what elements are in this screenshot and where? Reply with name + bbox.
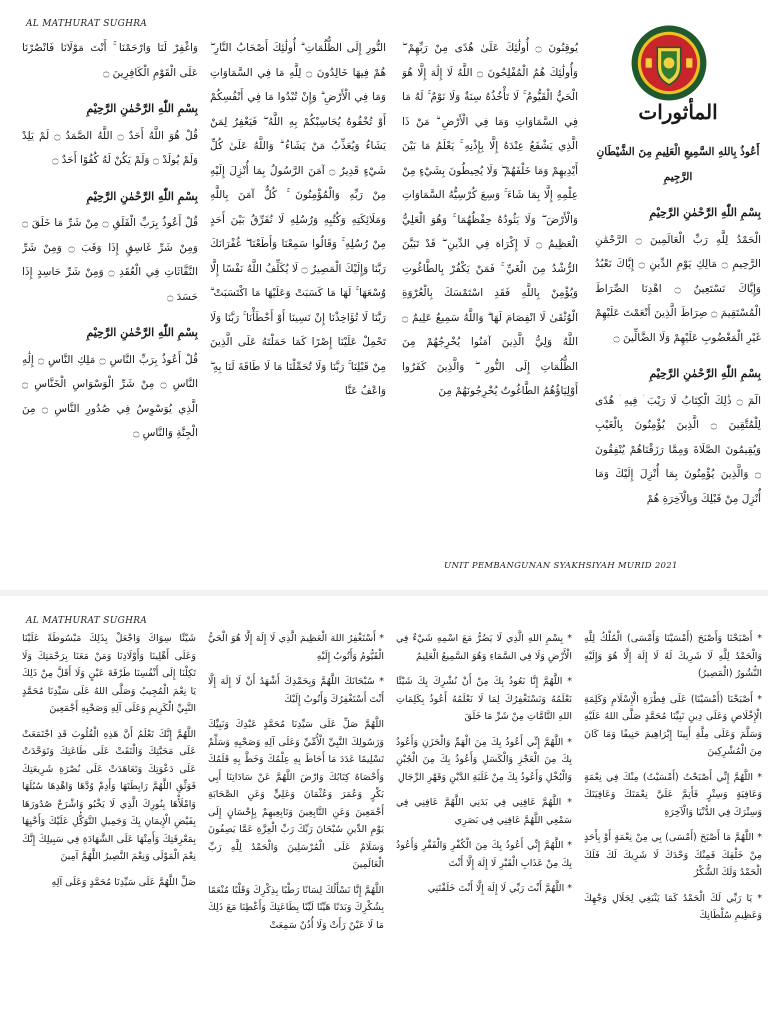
surah-nas-text: قُلْ أَعُوذُ بِرَبِّ النَّاسِ ۝ مَلِكِ النَّاسِ ۝ إِلَٰهِ النَّاسِ ۝ مِنْ شَرِّ الْوَسْوَاسِ الْخَنَّاسِ ۝ الَّذِي يُوَسْوِسُ فِي صُدُورِ النَّاسِ ۝ مِنَ الْجِنَّةِ وَالنَّاسِ ۝ [22, 353, 198, 439]
column-left [22, 36, 198, 551]
school-crest-logo [630, 24, 708, 102]
bismillah-heading: بِسْمِ اللّٰهِ الرَّحْمٰنِ الرَّحِيْمِ [86, 189, 198, 203]
dua-text: * أَصْبَحْنَا (أَمْسَيْنَا) عَلَى فِطْرَةِ الْإِسْلَامِ وَكَلِمَةِ الْإِخْلَاصِ وَعَلَى دِينِ نَبِيِّنَا مُحَمَّدٍ صَلَّى اللهُ عَلَيْهِ وَسَلَّمَ وَعَلَى مِلَّةِ أَبِينَا إِبْرَاهِيمَ حَنِيفًا وَمَا كَانَ مِنَ الْمُشْرِكِينَ [584, 693, 762, 757]
surah-fatihah-text: الْحَمْدُ لِلَّهِ رَبِّ الْعَالَمِينَ ۝ الرَّحْمَٰنِ الرَّحِيمِ ۝ مَالِكِ يَوْمِ الدِّينِ ۝ إِيَّاكَ نَعْبُدُ وَإِيَّاكَ نَسْتَعِينُ ۝ اهْدِنَا الصِّرَاطَ الْمُسْتَقِيمَ ۝ صِرَاطَ الَّذِينَ أَنْعَمْتَ عَلَيْهِمْ غَيْرِ الْمَغْضُوبِ عَلَيْهِمْ وَلَا الضَّالِّينَ ۝ [595, 233, 761, 344]
baqarah-final-verse: وَاغْفِرْ لَنَا وَارْحَمْنَا ۚ أَنْتَ مَوْلَانَا فَانْصُرْنَا عَلَى الْقَوْمِ الْكَافِرِينَ ۝ [22, 42, 198, 79]
booklet-page-2 [0, 596, 768, 1024]
dua-text: * اللَّهُمَّ عَافِنِي فِي بَدَنِي اللَّهُمَّ عَافِنِي فِي سَمْعِي اللَّهُمَّ عَافِنِي فِي بَصَرِي [396, 797, 572, 826]
surah-ikhlas-text: قُلْ هُوَ اللَّهُ أَحَدٌ ۝ اللَّهُ الصَّمَدُ ۝ لَمْ يَلِدْ وَلَمْ يُولَدْ ۝ وَلَمْ يَكُنْ لَهُ كُفُوًا أَحَدٌ ۝ [22, 129, 198, 166]
bismillah-heading: بِسْمِ اللّٰهِ الرَّحْمٰنِ الرَّحِيْمِ [86, 102, 198, 115]
column-middle-left [210, 36, 386, 551]
page-header: AL MATHURAT SUGHRA [26, 616, 148, 626]
bismillah-heading: بِسْمِ اللّٰهِ الرَّحْمٰنِ الرَّحِيْمِ [649, 367, 761, 380]
dua-text: * اللَّهُمَّ أَنْتَ رَبِّي لَا إِلَهَ إِلَّا أَنْتَ خَلَقْتَنِي [427, 883, 572, 894]
bismillah-heading: بِسْمِ اللّٰهِ الرَّحْمٰنِ الرَّحِيْمِ [86, 326, 198, 339]
dua-text: * اللَّهُمَّ إِنِّي أَعُوذُ بِكَ مِنَ الْهَمِّ وَالْحَزَنِ وَأَعُوذُ بِكَ مِنَ الْعَجْزِ وَالْكَسَلِ وَأَعُوذُ بِكَ مِنَ الْجُبْنِ وَالْبُخْلِ وَأَعُوذُ بِكَ مِنْ غَلَبَةِ الدَّيْنِ وَقَهْرِ الرِّجَالِ [396, 736, 572, 783]
dua-text: اللَّهُمَّ إِنَّا نَسْأَلُكَ لِسَانًا رَطْبًا بِذِكْرِكَ وَقَلْبًا مُنْعَمًا بِشُكْرِكَ وَبَدَنًا هَيِّنًا لَيِّنًا بِطَاعَتِكَ وَأَعْطِنَا مَعَ ذَلِكَ مَا لَا عَيْنٌ رَأَتْ وَلَا أُذُنٌ سَمِعَتْ [208, 884, 384, 931]
dua-text: * اللَّهُمَّ إِنِّي أَصْبَحْتُ (أَمْسَيْتُ) مِنْكَ فِي نِعْمَةٍ وَعَافِيَةٍ وَسِتْرٍ فَأَتِمَّ عَلَيَّ نِعْمَتَكَ وَعَافِيَتَكَ وَسِتْرَكَ فِي الدُّنْيَا وَالْآخِرَةِ [584, 771, 762, 818]
dua-text: * اللَّهُمَّ إِنَّا نَعُوذُ بِكَ مِنْ أَنْ نُشْرِكَ بِكَ شَيْئًا نَعْلَمُهُ وَنَسْتَغْفِرُكَ لِمَا لَا نَعْلَمُهُ أَعُوذُ بِكَلِمَاتِ اللهِ التَّامَّاتِ مِنْ شَرِّ مَا خَلَقَ [396, 676, 572, 722]
dua-text: اللَّهُمَّ إِنَّكَ تَعْلَمُ أَنَّ هَذِهِ الْقُلُوبَ قَدِ اجْتَمَعَتْ عَلَى مَحَبَّتِكَ وَالْتَقَتْ عَلَى طَاعَتِكَ وَتَوَحَّدَتْ عَلَى دَعْوَتِكَ وَتَعَاهَدَتْ عَلَى نُصْرَةِ شَرِيعَتِكَ فَوَثِّقِ اللَّهُمَّ رَابِطَتَهَا وَأَدِمْ وُدَّهَا وَاهْدِهَا سُبُلَهَا وَامْلَأْهَا بِنُورِكَ الَّذِي لَا يَخْبُو وَاشْرَحْ صُدُورَهَا بِفَيْضِ الْإِيمَانِ بِكَ وَجَمِيلِ التَّوَكُّلِ عَلَيْكَ وَأَحْيِهَا بِمَعْرِفَتِكَ وَأَمِتْهَا عَلَى الشَّهَادَةِ فِي سَبِيلِكَ إِنَّكَ نِعْمَ الْمَوْلَى وَنِعْمَ النَّصِيرُ اللَّهُمَّ آمِينَ [22, 728, 196, 862]
dua-text: * يَا رَبِّي لَكَ الْحَمْدُ كَمَا يَنْبَغِي لِجَلَالِ وَجْهِكَ وَعَظِيمِ سُلْطَانِكَ [584, 892, 762, 921]
dua-text: * أَسْتَغْفِرُ اللهَ الْعَظِيمَ الَّذِي لَا إِلَهَ إِلَّا هُوَ الْحَيُّ الْقَيُّومُ وَأَتُوبُ إِلَيْهِ [208, 633, 384, 662]
baqarah-closing-text: النُّورِ إِلَى الظُّلُمَاتِ ۗ أُولَٰئِكَ أَصْحَابُ النَّارِ ۖ هُمْ فِيهَا خَالِدُونَ ۝ لِلَّهِ مَا فِي السَّمَاوَاتِ وَمَا فِي الْأَرْضِ ۗ وَإِنْ تُبْدُوا مَا فِي أَنْفُسِكُمْ أَوْ تُخْفُوهُ يُحَاسِبْكُمْ بِهِ اللَّهُ ۖ فَيَغْفِرُ لِمَنْ يَشَاءُ وَيُعَذِّبُ مَنْ يَشَاءُ ۗ وَاللَّهُ عَلَىٰ كُلِّ شَيْءٍ قَدِيرٌ ۝ آمَنَ الرَّسُولُ بِمَا أُنْزِلَ إِلَيْهِ مِنْ رَبِّهِ وَالْمُؤْمِنُونَ ۚ كُلٌّ آمَنَ بِاللَّهِ وَمَلَائِكَتِهِ وَكُتُبِهِ وَرُسُلِهِ لَا نُفَرِّقُ بَيْنَ أَحَدٍ مِنْ رُسُلِهِ ۚ وَقَالُوا سَمِعْنَا وَأَطَعْنَا ۖ غُفْرَانَكَ رَبَّنَا وَإِلَيْكَ الْمَصِيرُ ۝ لَا يُكَلِّفُ اللَّهُ نَفْسًا إِلَّا وُسْعَهَا ۚ لَهَا مَا كَسَبَتْ وَعَلَيْهَا مَا اكْتَسَبَتْ ۗ رَبَّنَا لَا تُؤَاخِذْنَا إِنْ نَسِينَا أَوْ أَخْطَأْنَا ۚ رَبَّنَا وَلَا تَحْمِلْ عَلَيْنَا إِصْرًا كَمَا حَمَلْتَهُ عَلَى الَّذِينَ مِنْ قَبْلِنَا ۚ رَبَّنَا وَلَا تُحَمِّلْنَا مَا لَا طَاقَةَ لَنَا بِهِ ۖ وَاعْفُ عَنَّا [210, 42, 386, 397]
surah-baqarah-opening-text: الٓمٓ ۝ ذَٰلِكَ الْكِتَابُ لَا رَيْبَ ۛ فِيهِ ۛ هُدًى لِلْمُتَّقِينَ ۝ الَّذِينَ يُؤْمِنُونَ بِالْغَيْبِ وَيُقِيمُونَ الصَّلَاةَ وَمِمَّا رَزَقْنَاهُمْ يُنْفِقُونَ ۝ وَالَّذِينَ يُؤْمِنُونَ بِمَا أُنْزِلَ إِلَيْكَ وَمَا أُنْزِلَ مِنْ قَبْلِكَ وَبِالْآخِرَةِ هُمْ [595, 394, 761, 505]
dua-text: * اللَّهُمَّ مَا أَصْبَحَ (أَمْسَى) بِي مِنْ نِعْمَةٍ أَوْ بِأَحَدٍ مِنْ خَلْقِكَ فَمِنْكَ وَحْدَكَ لَا شَرِيكَ لَكَ فَلَكَ الْحَمْدُ وَلَكَ الشُّكْرُ [584, 832, 762, 878]
column-right [595, 140, 761, 560]
dua-text: * بِسْمِ اللهِ الَّذِي لَا يَضُرُّ مَعَ اسْمِهِ شَيْءٌ فِي الْأَرْضِ وَلَا فِي السَّمَاءِ وَهُوَ السَّمِيعُ الْعَلِيمُ [396, 633, 572, 662]
dua-text: شَيْئًا سِوَاكَ وَاجْعَلْ بِذَلِكَ مَبْسُوطَةً عَلَيْنَا وَعَلَى أَهْلِينَا وَأَوْلَادِنَا وَمَنْ مَعَنَا بِرَحْمَتِكَ وَلَا تَكِلْنَا إِلَى أَنْفُسِنَا طَرْفَةَ عَيْنٍ وَلَا أَقَلَّ مِنْ ذَلِكَ يَا نِعْمَ الْمُجِيبُ وَصَلَّى اللهُ عَلَى سَيِّدِنَا مُحَمَّدٍ النَّبِيِّ الْكَرِيمِ وَعَلَى آلِهِ وَصَحْبِهِ أَجْمَعِينَ [22, 633, 196, 714]
page-footer: UNIT PEMBANGUNAN SYAKHSIYAH MURID 2021 [444, 561, 678, 571]
surah-falaq-text: قُلْ أَعُوذُ بِرَبِّ الْفَلَقِ ۝ مِنْ شَرِّ مَا خَلَقَ ۝ وَمِنْ شَرِّ غَاسِقٍ إِذَا وَقَبَ ۝ وَمِنْ شَرِّ النَّفَّاثَاتِ فِي الْعُقَدِ ۝ وَمِنْ شَرِّ حَاسِدٍ إِذَا حَسَدَ ۝ [22, 217, 198, 303]
dua-text: * أَصْبَحْنَا وَأَصْبَحَ (أَمْسَيْنَا وَأَمْسَى) الْمُلْكُ لِلَّهِ وَالْحَمْدُ لِلَّهِ لَا شَرِيكَ لَهُ لَا إِلَهَ إِلَّا هُوَ وَإِلَيْهِ النُّشُورُ (الْمَصِيرُ) [584, 633, 762, 679]
dua-text: اللَّهُمَّ صَلِّ عَلَى سَيِّدِنَا مُحَمَّدٍ عَبْدِكَ وَنَبِيِّكَ وَرَسُولِكَ النَّبِيِّ الْأُمِّيِّ وَعَلَى آلِهِ وَصَحْبِهِ وَسَلِّمْ تَسْلِيمًا عَدَدَ مَا أَحَاطَ بِهِ عِلْمُكَ وَخَطَّ بِهِ قَلَمُكَ وَأَحْصَاهُ كِتَابُكَ وَارْضَ اللَّهُمَّ عَنْ سَادَاتِنَا أَبِي بَكْرٍ وَعُمَرَ وَعُثْمَانَ وَعَلِيٍّ وَعَنِ الصَّحَابَةِ أَجْمَعِينَ وَعَنِ التَّابِعِينَ وَتَابِعِيهِمْ بِإِحْسَانٍ إِلَى يَوْمِ الدِّينِ سُبْحَانَ رَبِّكَ رَبِّ الْعِزَّةِ عَمَّا يَصِفُونَ وَسَلَامٌ عَلَى الْمُرْسَلِينَ وَالْحَمْدُ لِلَّهِ رَبِّ الْعَالَمِينَ [208, 719, 384, 870]
column-1 [584, 630, 762, 1024]
dua-text: * اللَّهُمَّ إِنِّي أَعُوذُ بِكَ مِنَ الْكُفْرِ وَالْفَقْرِ وَأَعُوذُ بِكَ مِنْ عَذَابِ الْقَبْرِ لَا إِلَهَ إِلَّا أَنْتَ [396, 840, 572, 869]
bismillah-heading: بِسْمِ اللّٰهِ الرَّحْمٰنِ الرَّحِيْمِ [649, 206, 761, 219]
ayat-kursi-text: يُوقِنُونَ ۝ أُولَٰئِكَ عَلَىٰ هُدًى مِنْ رَبِّهِمْ ۖ وَأُولَٰئِكَ هُمُ الْمُفْلِحُونَ ۝ اللَّهُ لَا إِلَٰهَ إِلَّا هُوَ الْحَيُّ الْقَيُّومُ ۚ لَا تَأْخُذُهُ سِنَةٌ وَلَا نَوْمٌ ۚ لَهُ مَا فِي السَّمَاوَاتِ وَمَا فِي الْأَرْضِ ۗ مَنْ ذَا الَّذِي يَشْفَعُ عِنْدَهُ إِلَّا بِإِذْنِهِ ۚ يَعْلَمُ مَا بَيْنَ أَيْدِيهِمْ وَمَا خَلْفَهُمْ ۖ وَلَا يُحِيطُونَ بِشَيْءٍ مِنْ عِلْمِهِ إِلَّا بِمَا شَاءَ ۚ وَسِعَ كُرْسِيُّهُ السَّمَاوَاتِ وَالْأَرْضَ ۖ وَلَا يَئُودُهُ حِفْظُهُمَا ۚ وَهُوَ الْعَلِيُّ الْعَظِيمُ ۝ لَا إِكْرَاهَ فِي الدِّينِ ۖ قَدْ تَبَيَّنَ الرُّشْدُ مِنَ الْغَيِّ ۚ فَمَنْ يَكْفُرْ بِالطَّاغُوتِ وَيُؤْمِنْ بِاللَّهِ فَقَدِ اسْتَمْسَكَ بِالْعُرْوَةِ الْوُثْقَىٰ لَا انْفِصَامَ لَهَا ۗ وَاللَّهُ سَمِيعٌ عَلِيمٌ ۝ اللَّهُ وَلِيُّ الَّذِينَ آمَنُوا يُخْرِجُهُمْ مِنَ الظُّلُمَاتِ إِلَى النُّورِ ۖ وَالَّذِينَ كَفَرُوا أَوْلِيَاؤُهُمُ الطَّاغُوتُ يُخْرِجُونَهُمْ مِنَ [402, 42, 578, 397]
column-3 [208, 630, 384, 1024]
dua-text: * سُبْحَانَكَ اللَّهُمَّ وَبِحَمْدِكَ أَشْهَدُ أَنْ لَا إِلَهَ إِلَّا أَنْتَ أَسْتَغْفِرُكَ وَأَتُوبُ إِلَيْكَ [208, 676, 384, 705]
page-header: AL MATHURAT SUGHRA [26, 19, 148, 29]
dua-text: صَلِّ اللَّهُمَّ عَلَى سَيِّدِنَا مُحَمَّدٍ وَعَلَى آلِهِ [51, 876, 196, 888]
column-4 [22, 630, 196, 1024]
istiadhah: أَعُوذُ بِاللهِ السَّمِيعِ الْعَلِيمِ مِنَ الشَّيْطَانِ الرَّجِيمِ [596, 146, 760, 183]
booklet-title: المأثورات [638, 100, 718, 124]
column-middle-right [402, 36, 578, 551]
column-2 [396, 630, 572, 1024]
